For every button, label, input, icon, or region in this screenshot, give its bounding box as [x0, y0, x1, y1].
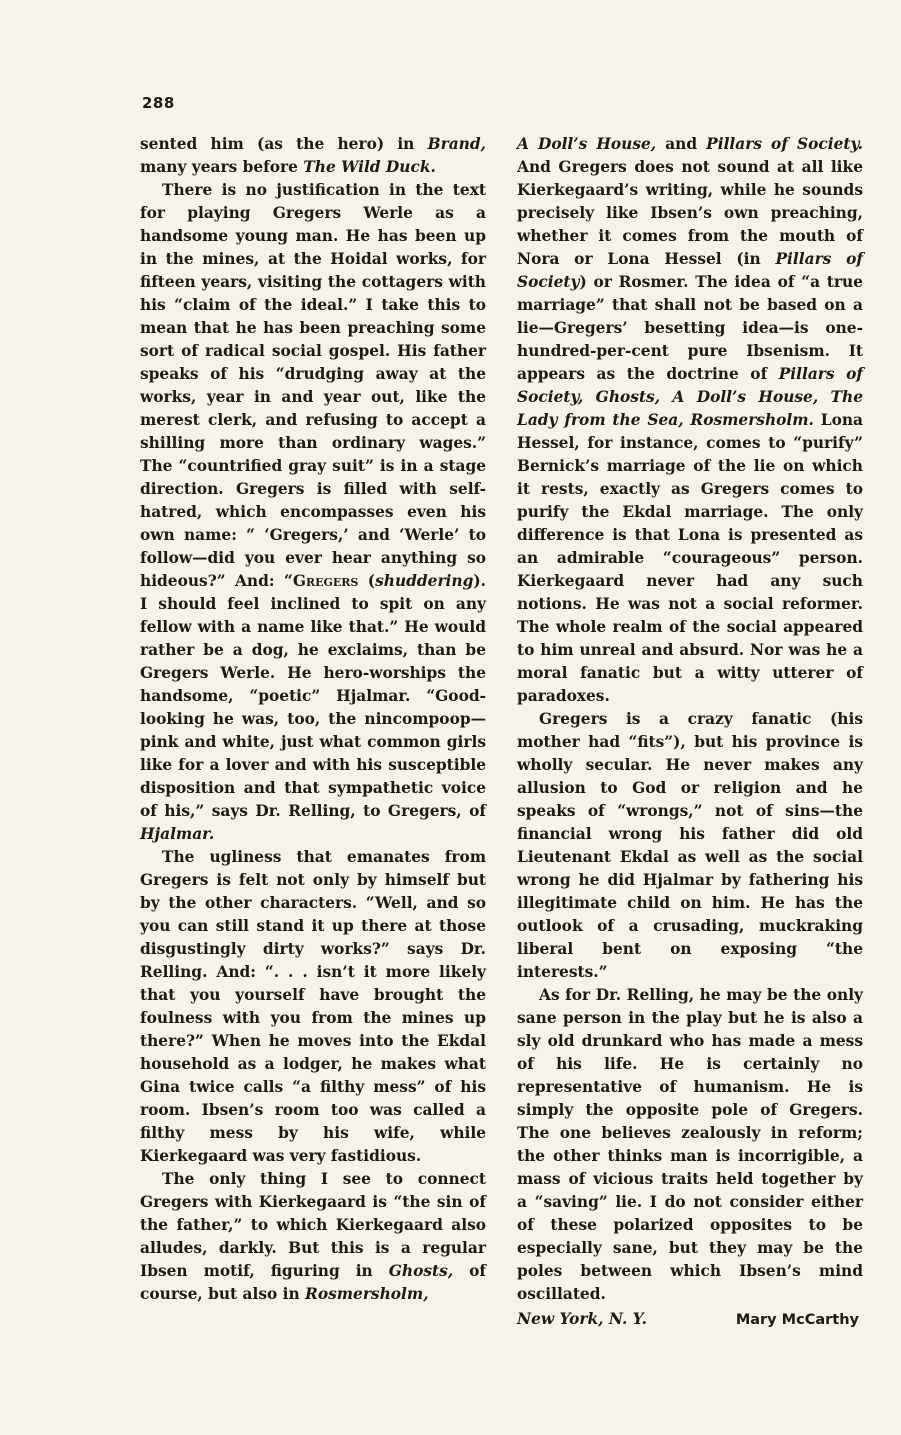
paragraph — [140, 1168, 486, 1306]
italic-text: shuddering — [375, 572, 474, 590]
text-run: many years before — [140, 158, 304, 176]
text-run: and — [656, 135, 707, 153]
italic-text: Pillars of Society, Ghosts, A Doll’s House, The Lady from the Sea, Rosmersholm. — [517, 365, 863, 429]
left-column — [140, 133, 486, 1306]
italic-text: Brand, — [427, 135, 486, 153]
right-column — [517, 133, 863, 1332]
paragraph — [517, 708, 863, 984]
text-run: And Gregers does not sound at all like Kierkegaard’s writing, while he sounds precisely like Ibsen’s own preaching, whether it comes from the mouth of Nora or Lona Hessel (in — [517, 158, 863, 268]
italic-text: Hjalmar. — [140, 825, 215, 843]
text-run: ). I should feel inclined to spit on any fellow with a name like that.” He would rather be a dog, he exclaims, than be Gregers Werle. He hero-worships the handsome, “poetic” Hjalmar. “Good-looking he was, too, the nincompoop—pink and white, just what common girls like for a lover and with his susceptible disposition and that sympathetic voice of his,” says Dr. Relling, to Gregers, of — [140, 572, 486, 820]
text-run: sented him (as the hero) in — [140, 135, 428, 153]
paragraph — [140, 133, 486, 179]
text-run: Gregers is a crazy fanatic (his mother had “fits”), but his province is wholly secular. He never makes any allusion to God or religion and he speaks of “wrongs,” not of sins—the financial wrong his father did old Lieutenant Ekdal as well as the social wrong he did Hjalmar by fathering his illegitimate child on him. He has the outlook of a crusading, muckraking liberal bent on exposing “the interests.” — [517, 710, 863, 981]
text-run: As for Dr. Relling, he may be the only sane person in the play but he is also a sly old drunkard who has made a mess of his life. He is certainly no representative of humanism. He is simply the opposite pole of Gregers. The one believes zealously in reform; the other thinks man is incorrigible, a mass of vicious traits held together by a “saving” lie. I do not consider either of these polarized opposites to be especially sane, but they may be the poles between which Ibsen’s mind oscillated. — [517, 986, 863, 1303]
italic-text: Rosmersholm, — [305, 1285, 429, 1303]
text-run: of course, but also in — [140, 1262, 486, 1303]
paragraph — [517, 984, 863, 1306]
text-run: ) or Rosmer. The idea of “a true marriage” that shall not be based on a lie—Gregers’ besetting idea—is one-hundred-per-cent pure Ibsenism. It appears as the doctrine of — [517, 273, 863, 383]
signature-author: Mary McCarthy — [735, 1312, 859, 1328]
paragraph — [140, 846, 486, 1168]
italic-text: Ghosts, — [388, 1262, 454, 1280]
signature-place: New York, N. Y. — [517, 1310, 648, 1328]
small-caps-text: Gregers — [292, 572, 359, 590]
text-run: Lona Hessel, for instance, comes to “purify” Bernick’s marriage of the lie on which it rests, exactly as Gregers comes to purify the Ekdal marriage. The only difference is that Lona is presented as an admirable “courageous” person. Kierkegaard never had any such notions. He was not a social reformer. The whole realm of the social appeared to him unreal and absurd. Nor was he a moral fanatic but a witty utterer of paradoxes. — [517, 411, 863, 705]
text-run: ( — [358, 572, 376, 590]
text-run: The ugliness that emanates from Gregers is felt not only by himself but by the other characters. “Well, and so you can still stand it up there at those disgustingly dirty works?” says Dr. Relling. And: “. . . isn’t it more likely that you yourself have brought the foulness with you from the mines up there?” When he moves into the Ekdal household as a lodger, he makes what Gina twice calls “a filthy mess” of his room. Ibsen’s room too was called a filthy mess by his wife, while Kierkegaard was very fastidious. — [140, 848, 486, 1165]
signature-line — [517, 1308, 863, 1332]
italic-text: Pillars of Society — [517, 250, 863, 291]
italic-text: The Wild Duck. — [303, 158, 436, 176]
page-number: 288 — [142, 94, 175, 112]
italic-text: Pillars of Society. — [706, 135, 863, 153]
text-run: There is no justification in the text for playing Gregers Werle as a handsome young man. He has been up in the mines, at the Hoidal works, for fifteen years, visiting the cottagers with his “claim of the ideal.” I take this to mean that he has been preaching some sort of radical social gospel. His father speaks of his “drudging away at the works, year in and year out, like the merest clerk, and refusing to accept a shilling more than ordinary wages.” The “countrified gray suit” is in a stage direction. Gregers is filled with self-hatred, which encompasses even his own name: “ ‘Gregers,’ and ‘Werle’ to follow—did you ever hear anything so hideous?” And: “ — [140, 181, 486, 590]
paragraph — [517, 133, 863, 708]
italic-text: A Doll’s House, — [517, 135, 657, 153]
paragraph — [140, 179, 486, 846]
text-run: The only thing I see to connect Gregers with Kierkegaard is “the sin of the father,” to which Kierkegaard also alludes, darkly. But this is a regular Ibsen motif, figuring in — [140, 1170, 486, 1280]
